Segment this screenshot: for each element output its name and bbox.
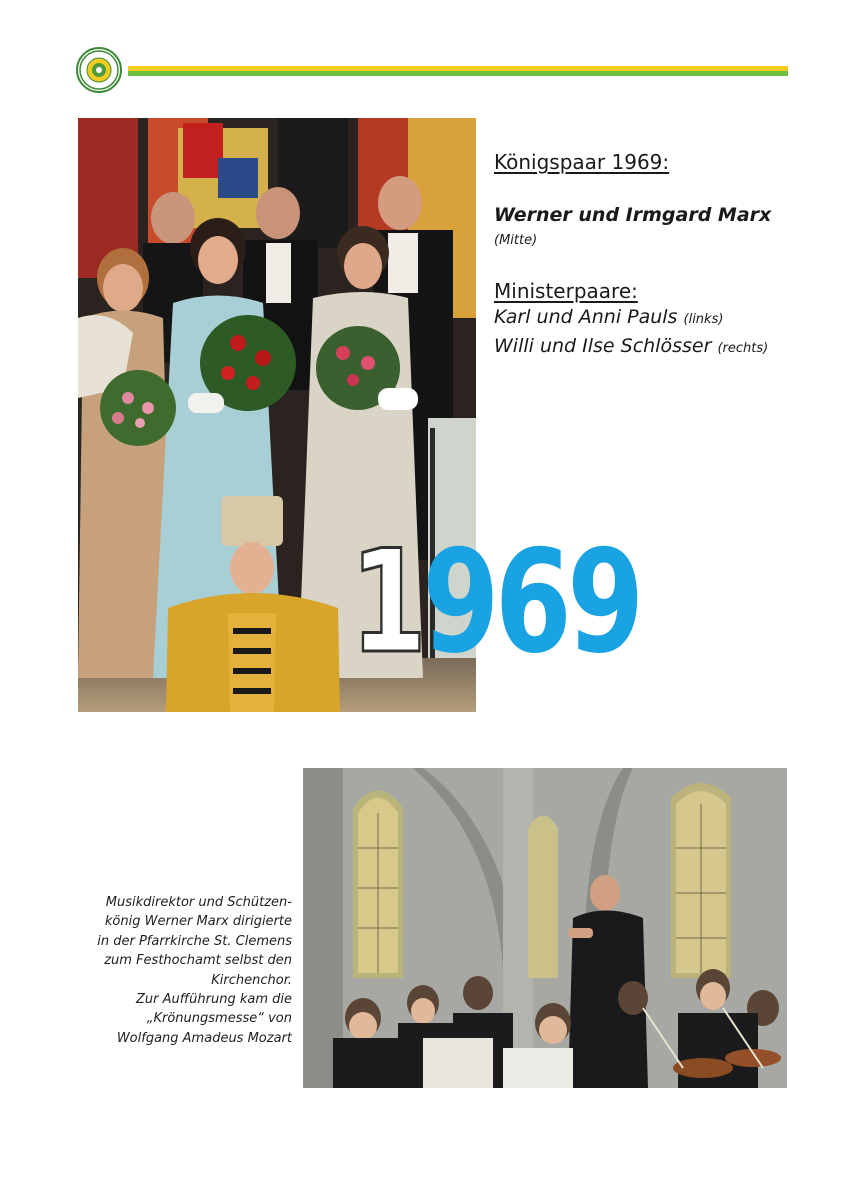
caption-line: „Krönungsmesse“ von (146, 1011, 292, 1027)
caption-line: zum Festhochamt selbst den (104, 953, 292, 969)
caption-line: in der Pfarrkirche St. Clemens (97, 933, 292, 949)
caption-line: Wolfgang Amadeus Mozart (116, 1030, 292, 1046)
header-rule-green (128, 71, 788, 76)
minister-pair-left-note: (links) (683, 312, 724, 327)
royal-couple-heading: Königspaar 1969: (494, 150, 670, 174)
church-concert-caption (60, 893, 292, 1048)
minister-pair-right-note: (rechts) (717, 341, 769, 356)
church-concert-photo (303, 768, 787, 1088)
ministers-heading: Ministerpaare: (494, 279, 638, 303)
caption-line: Kirchenchor. (211, 972, 292, 988)
caption-line: Musikdirektor und Schützen- (105, 895, 292, 910)
caption-line: könig Werner Marx dirigierte (104, 914, 292, 930)
year-first-digit: 1 (350, 520, 423, 685)
royal-couple-names: Werner und Irmgard Marx (494, 204, 772, 226)
minister-pair-right (494, 333, 824, 362)
minister-pair-right-names: Willi und Ilse Schlösser (494, 335, 712, 357)
minister-pair-left-names: Karl und Anni Pauls (494, 306, 678, 328)
royal-couple-position: (Mitte) (494, 233, 538, 248)
year-display (350, 520, 640, 685)
year-rest-digits: 969 (422, 520, 640, 685)
caption-line: Zur Aufführung kam die (136, 992, 292, 1008)
minister-pair-left (494, 304, 824, 333)
club-emblem-icon (76, 47, 122, 93)
caption-royal-couple (494, 148, 824, 362)
